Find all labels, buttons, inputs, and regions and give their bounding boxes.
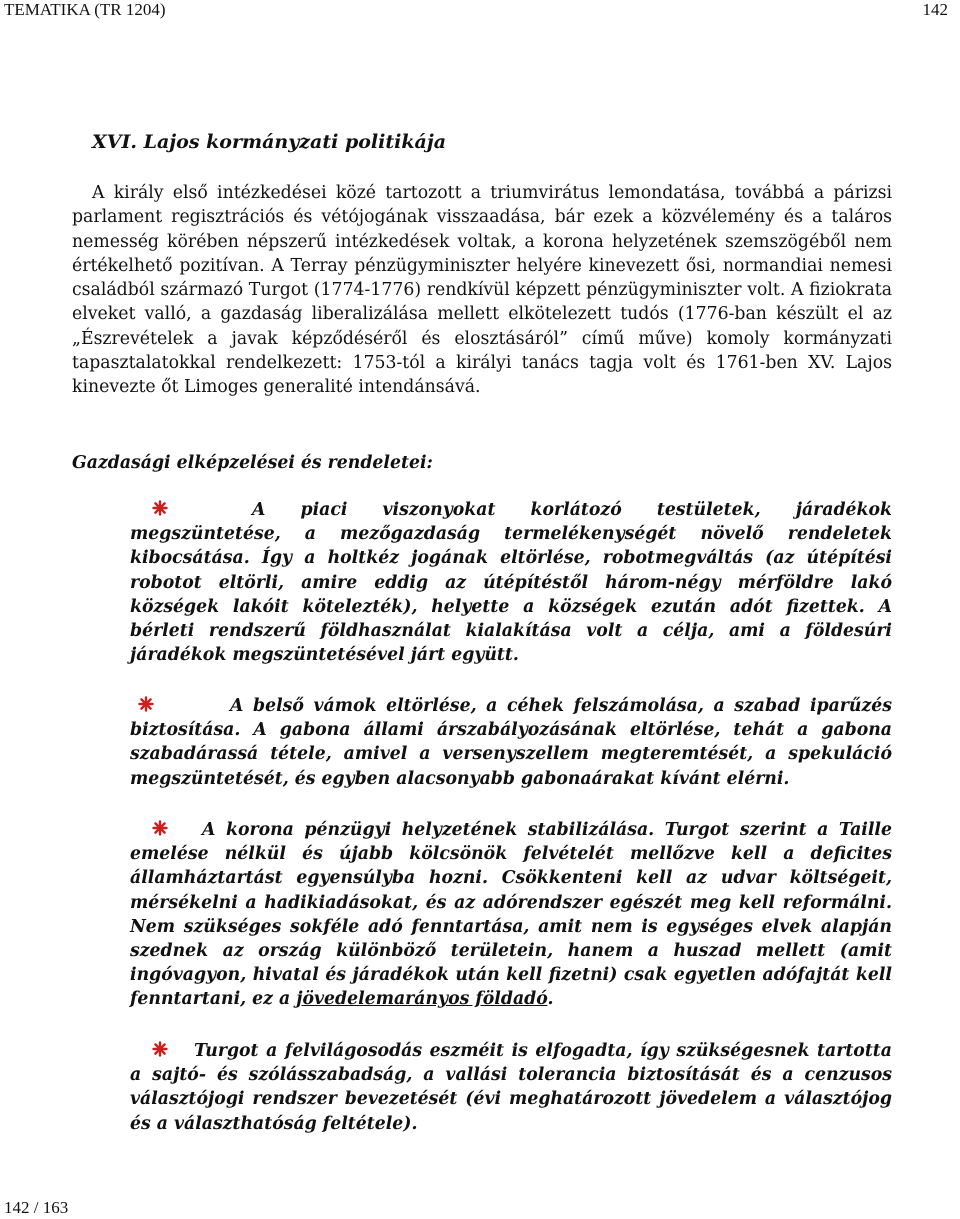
footer-page-counter: 142 / 163 — [4, 1198, 69, 1217]
header-page-number: 142 — [922, 0, 948, 19]
subheading: Gazdasági elképzelései és rendeletei: — [72, 453, 433, 473]
red-asterisk-icon — [152, 820, 168, 836]
intro-paragraph: A király első intézkedései közé tartozott a triumvirátus lemondatása, továbbá a párizsi parlament regisztrációs és vétójogának visszaadása, bár ezek a közvélemény és a taláros nemesség körében népszerű intézkedések voltak, a korona helyzetének szemszögéből nem értékelhető pozitívan. A Terray pénzügyminiszter helyére kinevezett ősi, normandiai nemesi családból származó Turgot (1774-1776) rendkívül képzett pénzügyminiszter volt. A fiziokrata elveket valló, a gazdaság liberalizálása mellett elkötelezett tudós (1776-ban készült el az „Észrevételek a javak képződéséről és elosztásáról” című műve) komoly kormányzati tapasztalatokkal rendelkezett: 1753-tól a királyi tanács tagja volt és 1761-ben XV. Lajos kinevezte őt Limoges generalité intendánsává. — [72, 183, 892, 398]
bullet-item-1: A piaci viszonyokat korlátozó testületek, járadékok megszüntetése, a mezőgazdaság termelékenységét növelő rendeletek kibocsátása. Így a holtkéz jogának eltörlése, robotmegváltás (az útépítési robotot eltörli, amire eddig az útépítéstől három-négy mérföldre lakó községek lakóit kötelezték), helyette a községek ezután adót fizettek. A bérleti rendszerű földhasználat kialakítása volt a célja, ami a földesúri járadékok megszüntetésével járt együtt. — [130, 500, 892, 666]
red-asterisk-icon — [152, 500, 168, 516]
section-title: XVI. Lajos kormányzati politikája — [92, 131, 447, 153]
bullet-item-4: Turgot a felvilágosodás eszméit is elfogadta, így szükségesnek tartotta a sajtó- és szólásszabadság, a vallási tolerancia biztosítását és a cenzusos választójogi rendszer bevezetését (évi meghatározott jövedelem a választójog és a választhatóság feltétele). — [130, 1041, 892, 1134]
red-asterisk-icon — [152, 1041, 168, 1057]
red-asterisk-icon — [138, 696, 154, 712]
bullet-item-2: A belső vámok eltörlése, a céhek felszámolása, a szabad iparűzés biztosítása. A gabona állami árszabályozásának eltörlése, tehát a gabona szabadárassá tétele, amivel a versenyszellem megteremtését, a spekuláció megszüntetését, és egyben alacsonyabb gabonaárakat kívánt elérni. — [130, 696, 892, 789]
header-doc-title: TEMATIKA (TR 1204) — [4, 0, 166, 19]
underlined-term: jövedelemarányos földadó — [296, 989, 548, 1010]
bullet-item-3: A korona pénzügyi helyzetének stabilizálása. Turgot szerint a Taille emelése nélkül és újabb kölcsönök felvételét mellőzve kell a deficites államháztartást egyensúlyba hozni. Csökkenteni kell az udvar költségeit, mérsékelni a hadikiadásokat, és az adórendszer egészét meg kell reformálni. Nem szükséges sokféle adó fenntartása, amit nem is egységes elvek alapján szednek az ország különböző területein, hanem a huszad mellett (amit ingóvagyon, hivatal és járadékok után kell fizetni) csak egyetlen adófajtát kell fenntartani, ez a jövedelemarányos földadó. — [130, 820, 892, 1010]
